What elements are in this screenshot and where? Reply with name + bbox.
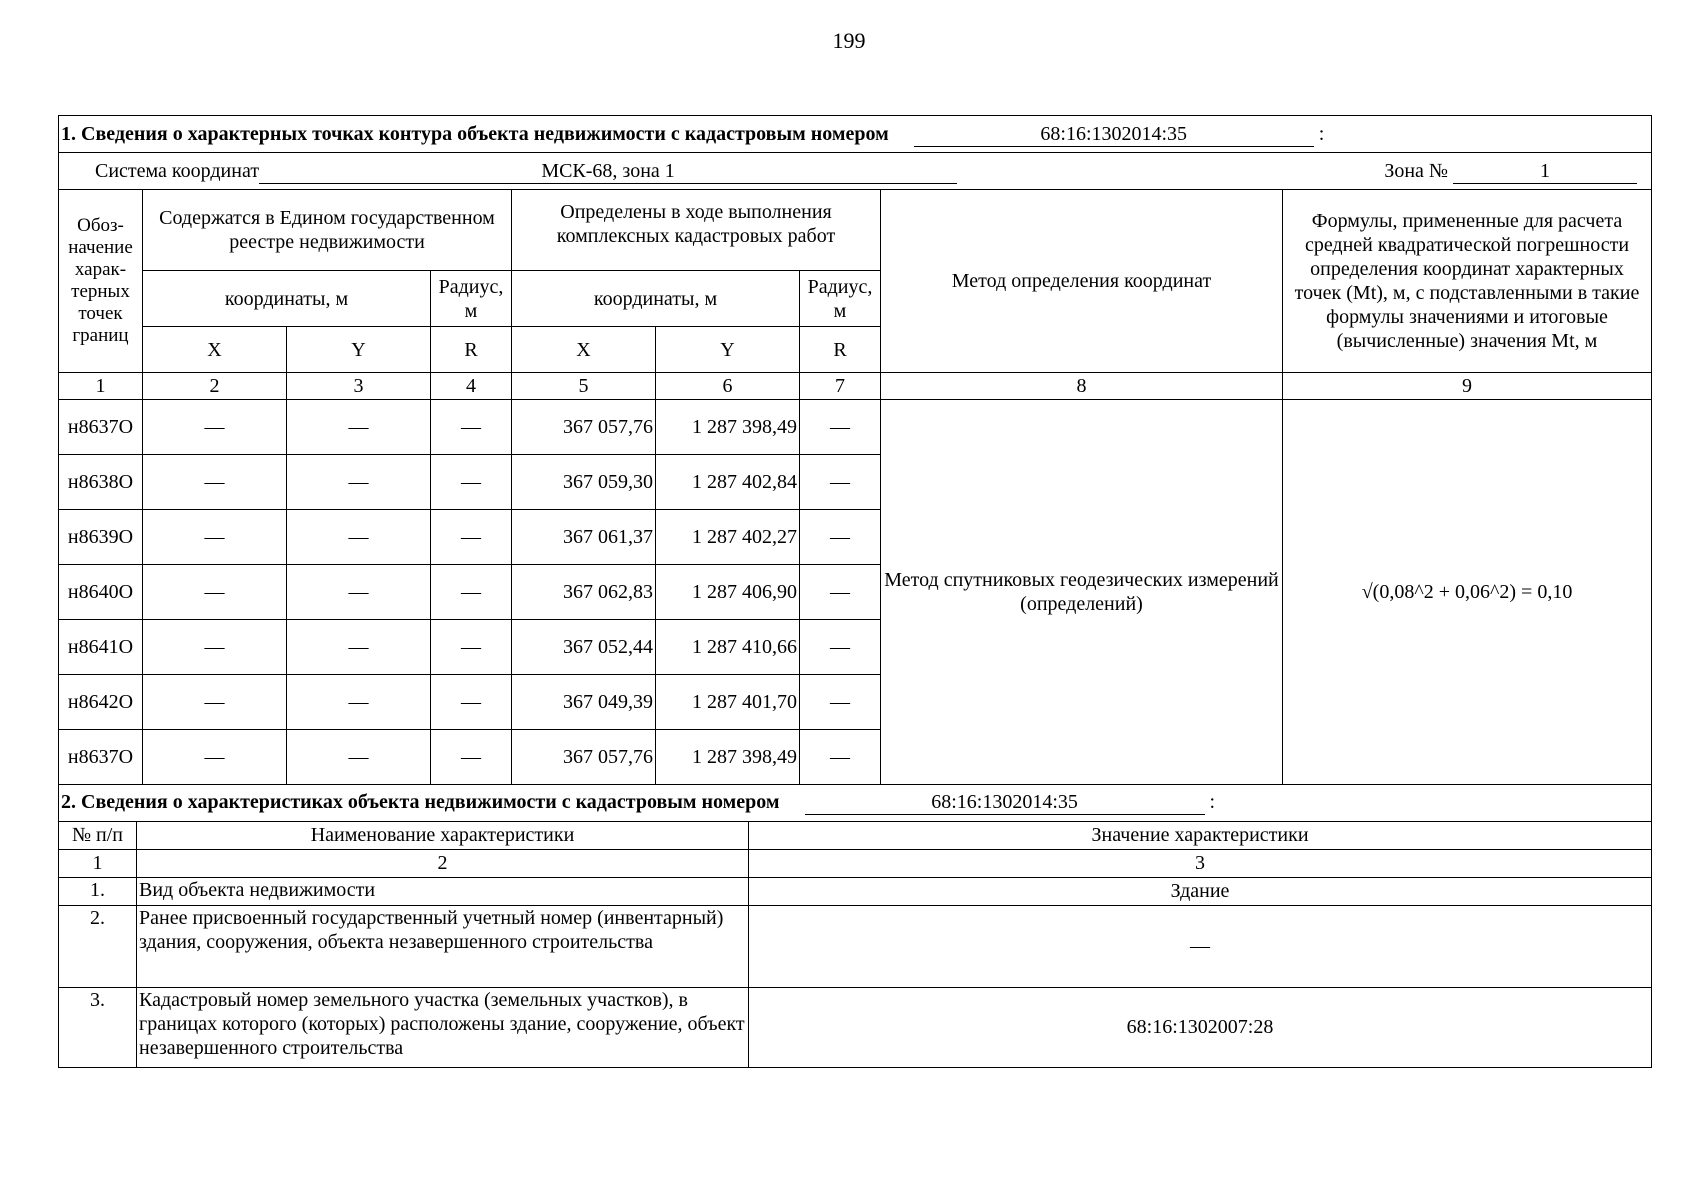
section2-colon: :	[1209, 791, 1216, 814]
row-name: Ранее присвоенный государственный учетный номер (инвентарный) здания, сооружения, объекта незавершенного строительства	[137, 905, 749, 987]
r-value: —	[800, 510, 881, 565]
page-number: 199	[832, 28, 866, 53]
r-value: —	[800, 730, 881, 785]
col-number: 7	[800, 373, 881, 400]
y-value: 1 287 402,84	[656, 455, 800, 510]
table-row	[59, 905, 1652, 987]
section1-cadastral-number: 68:16:1302014:35	[914, 122, 1314, 147]
characteristics-table	[58, 785, 1652, 1068]
kkr-coords-header: координаты, м	[512, 271, 800, 327]
col-number: 1	[59, 373, 143, 400]
point-id: н8642О	[59, 675, 143, 730]
x-value: 367 057,76	[512, 730, 656, 785]
point-id: н8638О	[59, 455, 143, 510]
kkr-x-header: X	[512, 327, 656, 373]
designation-header: Обоз-начение харак-терных точек границ	[59, 190, 143, 373]
r-value: —	[800, 565, 881, 620]
y-egrn: —	[287, 510, 431, 565]
section2-title: 2. Сведения о характеристиках объекта недвижимости с кадастровым номером	[61, 791, 780, 814]
coord-system-value: МСК-68, зона 1	[259, 159, 957, 184]
col-number: 1	[59, 849, 137, 877]
table-row	[59, 987, 1652, 1067]
x-egrn: —	[143, 565, 287, 620]
r-egrn: —	[431, 675, 512, 730]
kkr-r-header: R	[800, 327, 881, 373]
col-number: 6	[656, 373, 800, 400]
r-egrn: —	[431, 510, 512, 565]
r-value: —	[800, 620, 881, 675]
row-name: Вид объекта недвижимости	[137, 877, 749, 905]
x-value: 367 061,37	[512, 510, 656, 565]
row-num: 3.	[59, 987, 137, 1067]
row-num: 2.	[59, 905, 137, 987]
x-value: 367 059,30	[512, 455, 656, 510]
y-egrn: —	[287, 565, 431, 620]
row-value: 68:16:1302007:28	[749, 987, 1652, 1067]
table-row	[59, 877, 1652, 905]
col-number: 2	[137, 849, 749, 877]
y-value: 1 287 398,49	[656, 400, 800, 455]
row-value: —	[749, 905, 1652, 987]
x-egrn: —	[143, 620, 287, 675]
col-number: 5	[512, 373, 656, 400]
document	[58, 115, 1651, 1068]
x-egrn: —	[143, 455, 287, 510]
value-header: Значение характеристики	[749, 821, 1652, 849]
y-egrn: —	[287, 400, 431, 455]
kkr-radius-header: Радиус, м	[800, 271, 881, 327]
coord-system-label: Система координат	[95, 159, 260, 182]
r-egrn: —	[431, 620, 512, 675]
x-value: 367 062,83	[512, 565, 656, 620]
section1-colon: :	[1318, 122, 1325, 145]
egrn-y-header: Y	[287, 327, 431, 373]
point-id: н8640О	[59, 565, 143, 620]
col-number: 4	[431, 373, 512, 400]
method-value: Метод спутниковых геодезических измерений (определений)	[881, 400, 1283, 785]
num-header: № п/п	[59, 821, 137, 849]
x-value: 367 057,76	[512, 400, 656, 455]
section1-title-row	[59, 116, 1652, 153]
col-number: 9	[1283, 373, 1652, 400]
col-number: 8	[881, 373, 1283, 400]
row-name: Кадастровый номер земельного участка (земельных участков), в границах которого (которых) расположены здание, сооружение, объект незавершенного строительства	[137, 987, 749, 1067]
zone-label: Зона №	[1384, 160, 1448, 182]
col-number: 3	[287, 373, 431, 400]
egrn-radius-header: Радиус, м	[431, 271, 512, 327]
formula-value: √(0,08^2 + 0,06^2) = 0,10	[1283, 400, 1652, 785]
row-value: Здание	[749, 877, 1652, 905]
r-egrn: —	[431, 455, 512, 510]
y-value: 1 287 401,70	[656, 675, 800, 730]
r-egrn: —	[431, 565, 512, 620]
egrn-r-header: R	[431, 327, 512, 373]
egrn-header: Содержатся в Едином государственном реестре недвижимости	[143, 190, 512, 271]
row-num: 1.	[59, 877, 137, 905]
table-row	[59, 400, 1652, 455]
col-number: 2	[143, 373, 287, 400]
r-egrn: —	[431, 730, 512, 785]
y-egrn: —	[287, 620, 431, 675]
formulas-header: Формулы, примененные для расчета средней квадратической погрешности определения координат характерных точек (Mt), м, с подставленными в такие формулы значениями и итоговые (вычисленные) значения Mt, м	[1283, 190, 1652, 373]
r-value: —	[800, 675, 881, 730]
x-value: 367 049,39	[512, 675, 656, 730]
r-value: —	[800, 400, 881, 455]
kkr-header: Определены в ходе выполнения комплексных кадастровых работ	[512, 190, 881, 271]
section2-cadastral-number: 68:16:1302014:35	[805, 790, 1205, 815]
y-value: 1 287 410,66	[656, 620, 800, 675]
point-id: н8639О	[59, 510, 143, 565]
zone-value: 1	[1453, 159, 1637, 184]
x-egrn: —	[143, 400, 287, 455]
x-egrn: —	[143, 730, 287, 785]
r-value: —	[800, 455, 881, 510]
egrn-coords-header: координаты, м	[143, 271, 431, 327]
name-header: Наименование характеристики	[137, 821, 749, 849]
point-id: н8641О	[59, 620, 143, 675]
section2-title-row	[59, 785, 1652, 821]
section1-title: 1. Сведения о характерных точках контура объекта недвижимости с кадастровым номером	[61, 122, 889, 145]
kkr-y-header: Y	[656, 327, 800, 373]
x-egrn: —	[143, 510, 287, 565]
point-id: н8637О	[59, 400, 143, 455]
col-number: 3	[749, 849, 1652, 877]
y-egrn: —	[287, 730, 431, 785]
points-table	[58, 115, 1652, 785]
y-value: 1 287 402,27	[656, 510, 800, 565]
x-egrn: —	[143, 675, 287, 730]
y-value: 1 287 398,49	[656, 730, 800, 785]
x-value: 367 052,44	[512, 620, 656, 675]
coord-system-row	[59, 153, 1652, 190]
point-id: н8637О	[59, 730, 143, 785]
egrn-x-header: X	[143, 327, 287, 373]
method-header: Метод определения координат	[881, 190, 1283, 373]
y-value: 1 287 406,90	[656, 565, 800, 620]
y-egrn: —	[287, 455, 431, 510]
y-egrn: —	[287, 675, 431, 730]
r-egrn: —	[431, 400, 512, 455]
